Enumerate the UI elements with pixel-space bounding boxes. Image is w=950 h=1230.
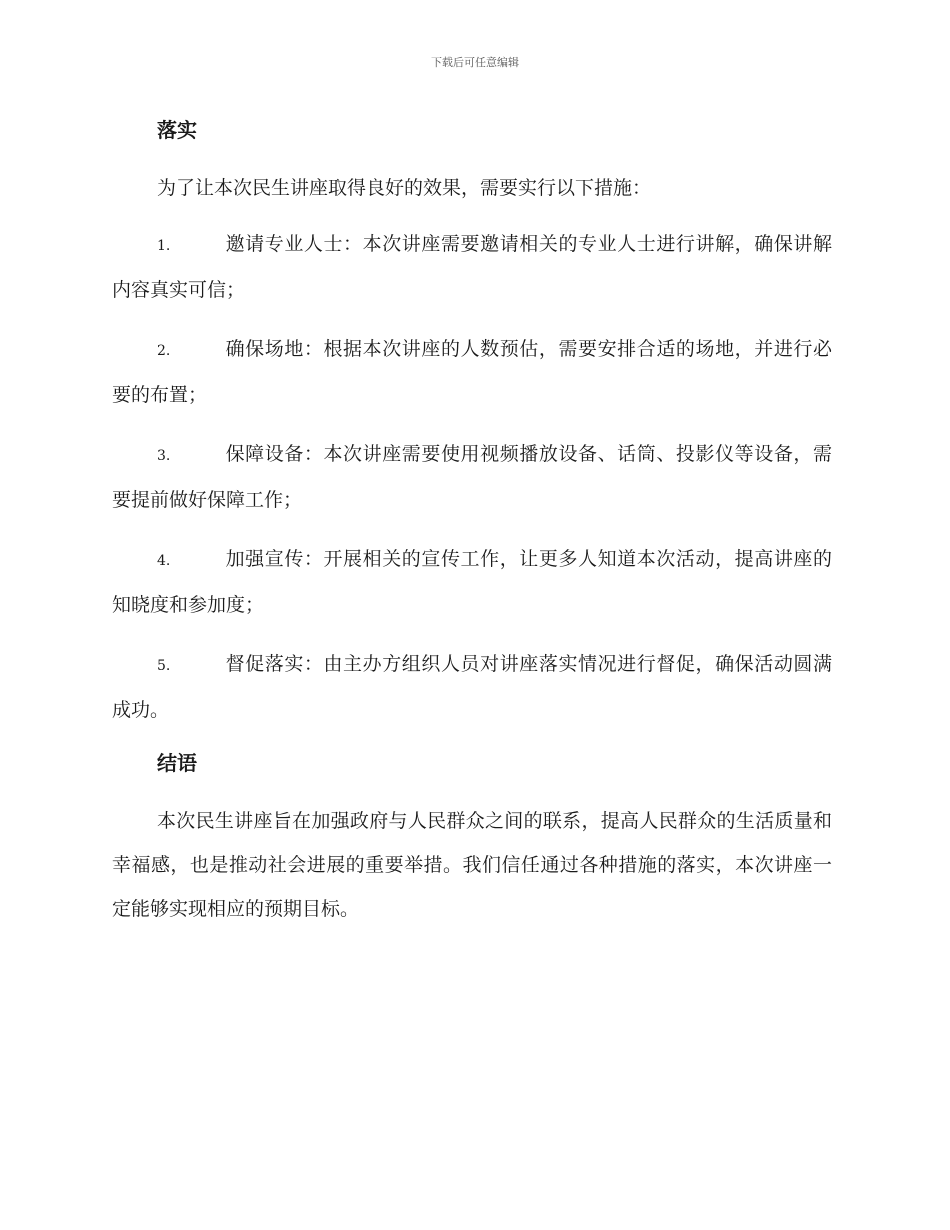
- list-item-number: 4.: [157, 553, 171, 569]
- conclusion-paragraph: 本次民生讲座旨在加强政府与人民群众之间的联系，提高人民群众的生活质量和幸福感，也是推动社会进展的重要举措。我们信任通过各种措施的落实，本次讲座一定能够实现相应的预期目标。: [112, 810, 832, 920]
- section-heading-conclusion: 结语: [157, 751, 197, 775]
- page-header-note: 下载后可任意编辑: [431, 56, 519, 69]
- list-item: [112, 537, 832, 627]
- measures-list: [112, 222, 832, 732]
- list-item-text: 加强宣传：开展相关的宣传工作，让更多人知道本次活动，提高讲座的知晓度和参加度；: [112, 548, 832, 616]
- document-body: [112, 108, 832, 943]
- section-heading-implementation: 落实: [157, 118, 197, 142]
- list-item: [112, 642, 832, 732]
- list-item-number: 2.: [157, 343, 171, 359]
- list-item: [112, 222, 832, 312]
- list-item-number: 5.: [157, 658, 171, 674]
- list-item-text: 确保场地：根据本次讲座的人数预估，需要安排合适的场地，并进行必要的布置；: [112, 338, 832, 406]
- list-item-text: 邀请专业人士：本次讲座需要邀请相关的专业人士进行讲解，确保讲解内容真实可信；: [112, 233, 832, 301]
- list-item-text: 督促落实：由主办方组织人员对讲座落实情况进行督促，确保活动圆满成功。: [112, 653, 832, 721]
- list-item: [112, 327, 832, 417]
- list-item-text: 保障设备：本次讲座需要使用视频播放设备、话筒、投影仪等设备，需要提前做好保障工作；: [112, 443, 832, 511]
- list-item-number: 3.: [157, 448, 171, 464]
- list-item: [112, 432, 832, 522]
- intro-paragraph: 为了让本次民生讲座取得良好的效果，需要实行以下措施：: [157, 177, 652, 199]
- list-item-number: 1.: [157, 238, 171, 254]
